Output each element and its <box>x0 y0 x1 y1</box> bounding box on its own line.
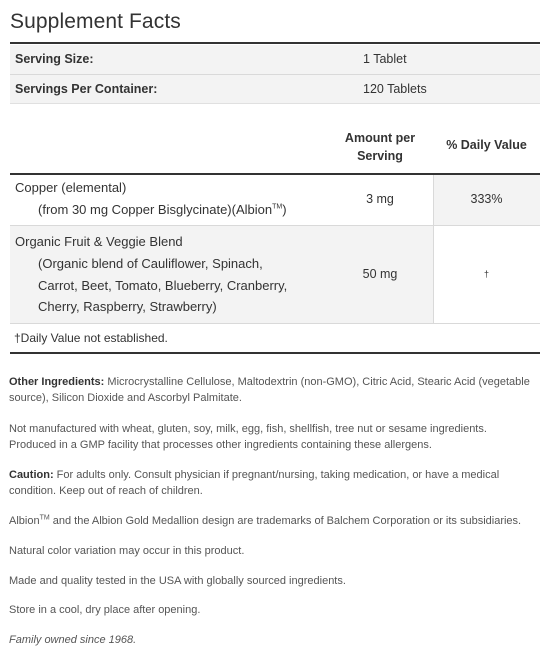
copper-daily-value: 333% <box>470 192 503 206</box>
serving-size-label: Serving Size: <box>15 52 94 66</box>
trademark-statement <box>9 513 537 529</box>
blend-detail <box>38 253 338 318</box>
copper-amount: 3 mg <box>366 192 394 206</box>
serving-size-value: 1 Tablet <box>363 52 407 66</box>
servings-per-container-row <box>10 75 540 104</box>
blend-daily-value: † <box>483 269 489 279</box>
copper-detail <box>38 199 358 221</box>
other-ingredients-text: Microcrystalline Cellulose, Maltodextrin (non-GMO), Citric Acid, Stearic Acid (vegetable source), Silicon Dioxide and Ascorbyl Palmitate. <box>9 376 530 404</box>
nutrient-table <box>10 125 540 355</box>
blend-detail-line3: Cherry, Raspberry, Strawberry) <box>38 299 217 314</box>
servings-per-container-label: Servings Per Container: <box>15 82 158 96</box>
color-variation-note: Natural color variation may occur in this product. <box>9 545 245 557</box>
blend-amount: 50 mg <box>362 267 398 281</box>
amount-header-line2: Serving <box>357 149 403 163</box>
row-divider <box>10 323 540 324</box>
blend-name: Organic Fruit & Veggie Blend <box>15 234 183 249</box>
caution-text: For adults only. Consult physician if pregnant/nursing, taking medication, or have a medical condition. Keep out of reach of children. <box>9 469 500 497</box>
other-ingredients-label: Other Ingredients: <box>9 376 105 388</box>
daily-value-header: % Daily Value <box>446 138 527 152</box>
title-rule <box>10 42 540 44</box>
row-divider <box>10 225 540 226</box>
caution-statement <box>9 467 537 499</box>
family-owned-note <box>9 632 537 648</box>
allergen-statement: Not manufactured with wheat, gluten, soy, milk, egg, fish, shellfish, tree nut or sesame ingredients. Produced in a GMP facility that processes other ingredients containing these allergens. <box>9 423 487 451</box>
other-ingredients <box>9 374 537 406</box>
amount-header-line1: Amount per <box>344 131 416 145</box>
albion-word: Albion <box>9 515 40 527</box>
made-in-usa-note: Made and quality tested in the USA with globally sourced ingredients. <box>9 575 346 587</box>
storage-note: Store in a cool, dry place after opening. <box>9 604 201 616</box>
copper-name: Copper (elemental) <box>15 180 127 195</box>
family-owned-text: Family owned since 1968. <box>9 634 137 646</box>
caution-label: Caution: <box>9 469 54 481</box>
amount-per-serving-header <box>337 129 423 165</box>
serving-bottom-rule <box>10 103 540 104</box>
copper-detail-end: ) <box>282 202 287 217</box>
trademark-text: and the Albion Gold Medallion design are trademarks of Balchem Corporation or its subsidiaries. <box>49 515 522 527</box>
copper-tm: TM <box>272 203 283 211</box>
blend-detail-line1: (Organic blend of Cauliflower, Spinach, <box>38 256 263 271</box>
copper-detail-text: (from 30 mg Copper Bisglycinate)(Albion <box>38 202 273 217</box>
panel-title: Supplement Facts <box>10 10 181 33</box>
daily-value-footnote: †Daily Value not established. <box>14 331 168 345</box>
albion-tm: TM <box>39 514 50 522</box>
servings-per-container-value: 120 Tablets <box>363 82 427 96</box>
blend-detail-line2: Carrot, Beet, Tomato, Blueberry, Cranberry, <box>38 277 288 293</box>
serving-size-row <box>10 45 540 74</box>
table-bottom-rule <box>10 352 540 354</box>
